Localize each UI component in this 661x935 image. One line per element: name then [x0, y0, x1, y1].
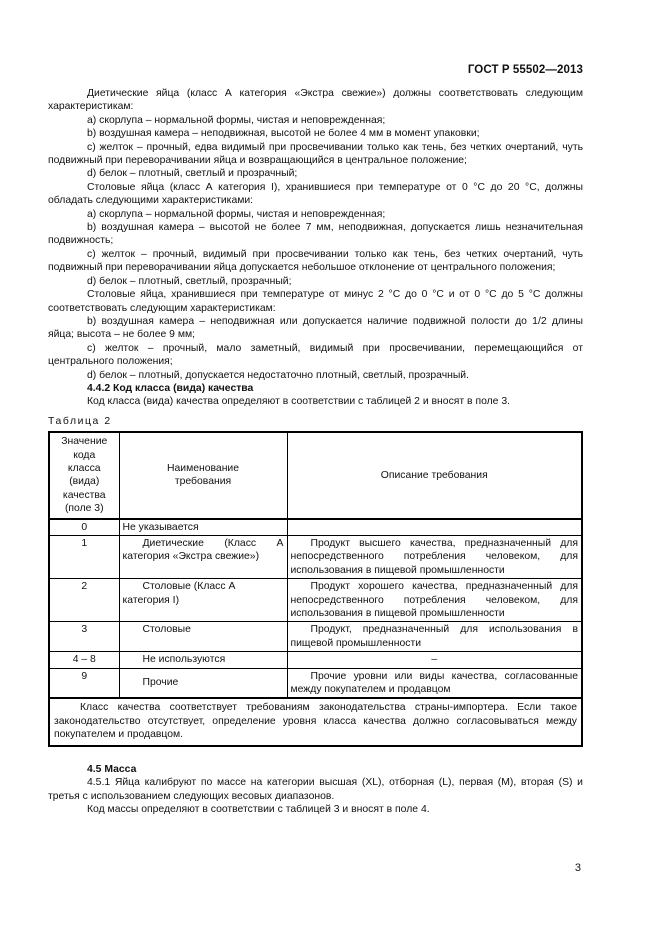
- paragraph: d) белок – плотный, светлый и прозрачный;: [87, 168, 298, 180]
- table-caption: Таблица 2: [48, 415, 112, 427]
- requirements-text: [48, 87, 583, 382]
- table-row: [49, 579, 582, 622]
- name-cell: Не указывается: [119, 519, 287, 536]
- description-cell: –: [287, 652, 582, 668]
- table-row: [49, 536, 582, 579]
- paragraph: d) белок – плотный, допускается недостаточно плотный, светлый, прозрачный.: [87, 369, 470, 381]
- description-cell: [287, 519, 582, 536]
- description-cell: Продукт, предназначенный для использования в пищевой промышленности: [287, 622, 582, 652]
- paragraph: а) скорлупа – нормальной формы, чистая и неповрежденная;: [87, 208, 386, 220]
- section-heading-4-4-2: 4.4.2 Код класса (вида) качества: [87, 382, 254, 394]
- paragraph: b) воздушная камера – неподвижная, высотой не более 4 мм в момент упаковки;: [87, 128, 480, 140]
- paragraph: b) воздушная камера – высотой не более 7 мм, неподвижная, допускается лишь незначительная подвижность;: [48, 222, 583, 247]
- code-cell: 3: [49, 622, 119, 652]
- page-number: 3: [574, 862, 581, 874]
- quality-class-table: [48, 431, 583, 747]
- description-cell: Продукт хорошего качества, предназначенный для непосредственного потребления человеком, для использования в пищевой промышленности: [287, 579, 582, 622]
- description-cell: Продукт высшего качества, предназначенный для непосредственного потребления человеком, для использования в пищевой промышленности: [287, 536, 582, 579]
- section-text-4-5-1: 4.5.1 Яйца калибруют по массе на категории высшая (XL), отборная (L), первая (M), вторая (S) и третья с использованием следующих весовых диапазонов.: [48, 777, 583, 802]
- paragraph: с) желток – прочный, видимый при просвечивании только как тень, без четких очертаний, чуть подвижный при переворачивании яйца допускается небольшое отклонение от центрального положения;: [48, 248, 583, 274]
- section-text-4-5-code: Код массы определяют в соответствии с таблицей 3 и вносят в поле 4.: [87, 803, 430, 815]
- table-note: Класс качества соответствует требованиям законодательства страны-импортера. Если такое законодательство отсутствует, определение уровня класса качества должно согласовываться между покупателем и продавцом.: [49, 698, 582, 745]
- table-row: [49, 519, 582, 536]
- paragraph: d) белок – плотный, светлый, прозрачный;: [87, 275, 292, 287]
- document-header: ГОСТ Р 55502—2013: [467, 64, 583, 76]
- paragraph: Диетические яйца (класс А категория «Экстра свежие») должны соответствовать следующим характеристикам:: [48, 88, 583, 113]
- paragraph: Столовые яйца, хранившиеся при температуре от минус 2 °С до 0 °С и от 0 °С до 5 °С должны соответствовать следующим характеристикам:: [48, 289, 583, 314]
- name-cell: Столовые (Класс А категория I): [119, 579, 287, 622]
- column-header-code: Значение кода класса (вида) качества (поле 3): [49, 432, 119, 518]
- table-header-row: [49, 432, 582, 518]
- table-row: [49, 668, 582, 698]
- paragraph: b) воздушная камера – неподвижная или допускается наличие подвижной полости до 1/2 длины яйца; высота – не более 9 мм;: [48, 315, 583, 341]
- name-cell: Диетические (Класс А категория «Экстра свежие»): [119, 536, 287, 579]
- table-row: [49, 652, 582, 668]
- code-cell: 0: [49, 519, 119, 536]
- paragraph: с) желток – прочный, едва видимый при просвечивании только как тень, без четких очертаний, чуть подвижный при переворачивании яйца и возвращающийся в центральное положение;: [48, 141, 583, 167]
- name-cell: Столовые: [119, 622, 287, 652]
- table-note-row: [49, 698, 582, 745]
- table-row: [49, 622, 582, 652]
- paragraph: с) желток – прочный, мало заметный, видимый при просвечивании, перемещающийся от центрального положения;: [48, 342, 583, 368]
- description-cell: Прочие уровни или виды качества, согласованные между покупателем и продавцом: [287, 668, 582, 698]
- section-heading-4-5: 4.5 Масса: [87, 763, 137, 775]
- page-body: [48, 87, 583, 816]
- code-cell: 4 – 8: [49, 652, 119, 668]
- section-text-4-4-2: Код класса (вида) качества определяют в соответствии с таблицей 2 и вносят в поле 3.: [87, 396, 511, 408]
- name-cell: Прочие: [119, 668, 287, 698]
- column-header-description: Описание требования: [287, 432, 582, 518]
- name-cell: Не используются: [119, 652, 287, 668]
- code-cell: 2: [49, 579, 119, 622]
- column-header-name: Наименование требования: [119, 432, 287, 518]
- paragraph: а) скорлупа – нормальной формы, чистая и неповрежденная;: [87, 114, 386, 126]
- paragraph: Столовые яйца (класс А категория I), хранившиеся при температуре от 0 °С до 20 °С, должны обладать следующими характеристиками:: [48, 181, 583, 207]
- code-cell: 9: [49, 668, 119, 698]
- code-cell: 1: [49, 536, 119, 579]
